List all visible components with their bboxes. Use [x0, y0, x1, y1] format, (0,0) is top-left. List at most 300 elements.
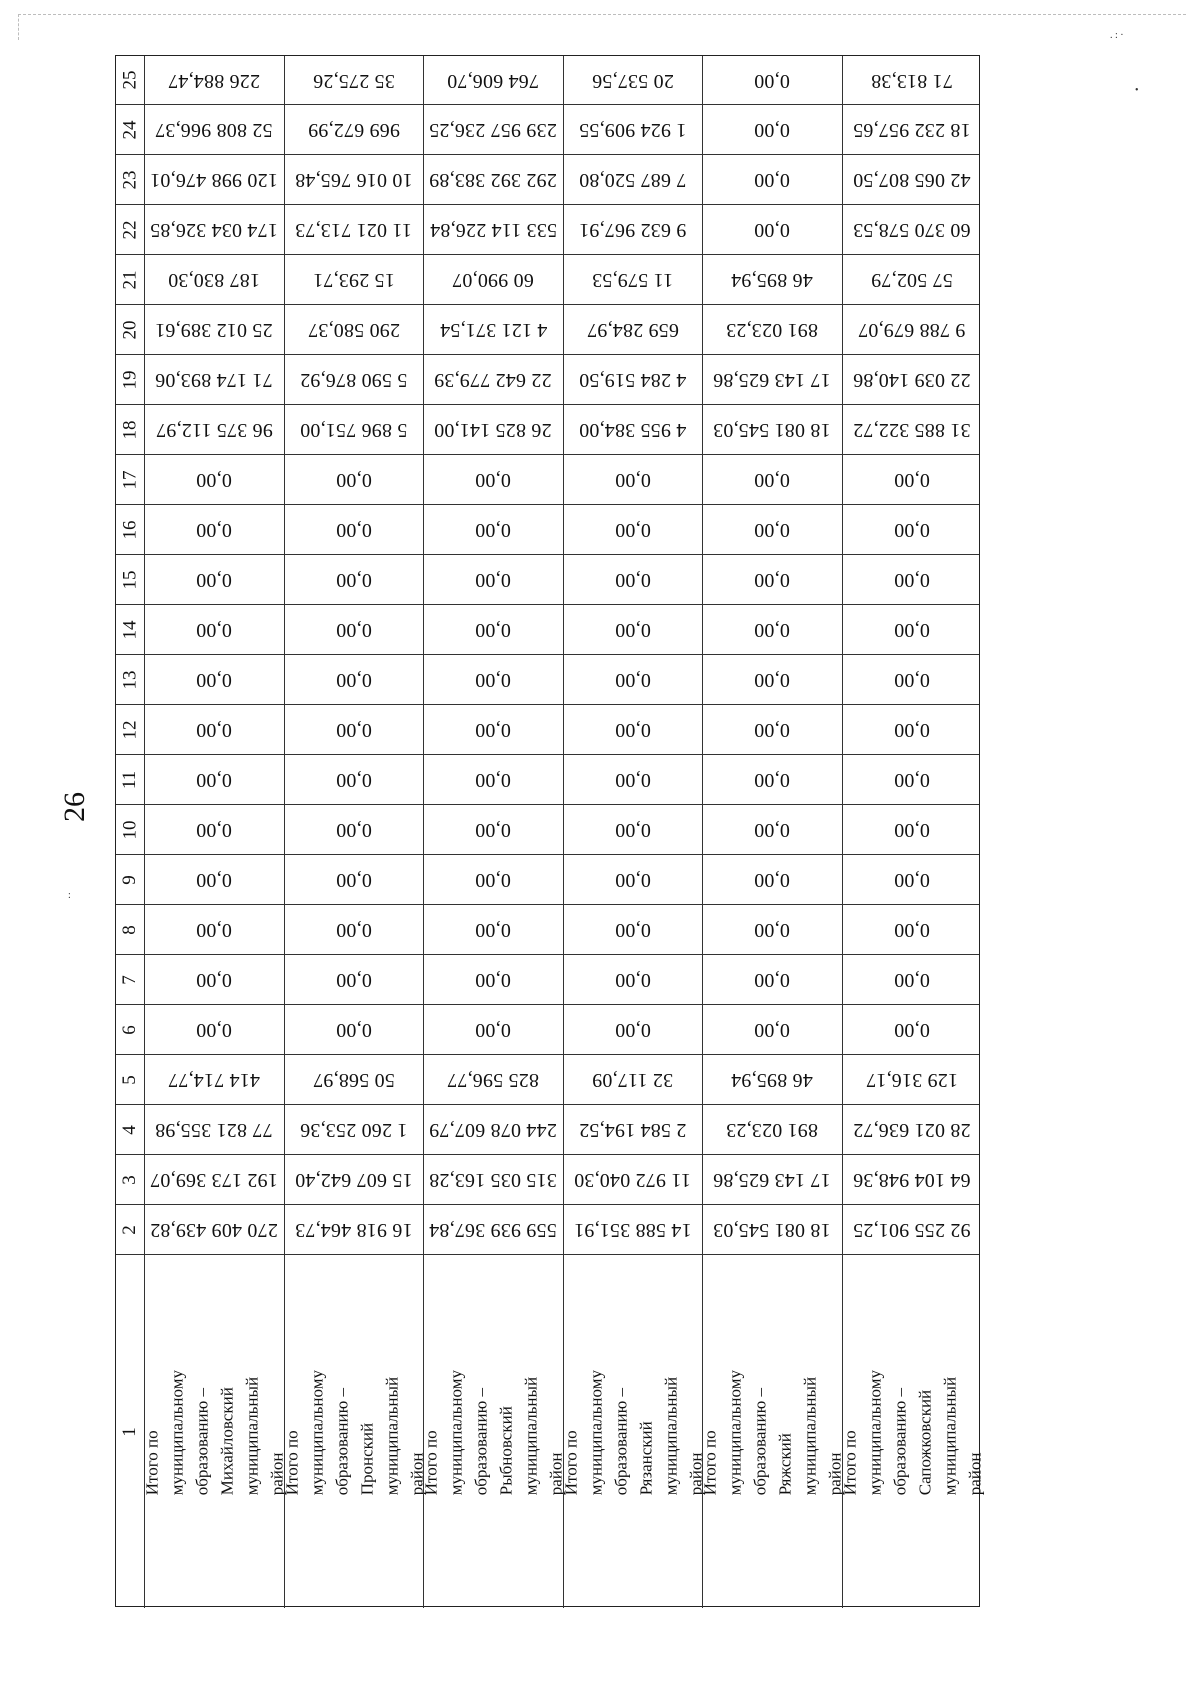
- value-cell: [144, 205, 284, 254]
- column-number-text: 22: [119, 220, 140, 239]
- cell-value: 0,00: [754, 919, 791, 941]
- value-cell: [563, 955, 703, 1004]
- row-label-cell: [421, 1255, 566, 1608]
- cell-value: 174 034 326,85: [150, 219, 279, 241]
- value-cell: [423, 605, 563, 654]
- value-cell: [423, 655, 563, 704]
- value-cell: [563, 205, 703, 254]
- value-cell: [563, 505, 703, 554]
- cell-value: 52 808 966,37: [155, 119, 274, 141]
- cell-value: 0,00: [196, 819, 233, 841]
- value-cell: [563, 705, 703, 754]
- cell-value: 0,00: [335, 719, 372, 741]
- row-label: Итого по муниципальному образованию – Пронский муниципальный район: [281, 1369, 426, 1495]
- column-number-text: 5: [119, 1074, 140, 1085]
- column-band: [116, 654, 979, 704]
- column-band: [116, 904, 979, 954]
- cell-value: 64 104 948,36: [852, 1169, 971, 1191]
- cell-value: 129 316,17: [865, 1069, 958, 1091]
- value-cell: [842, 305, 982, 354]
- cell-value: 0,00: [893, 719, 930, 741]
- cell-value: 0,00: [754, 669, 791, 691]
- value-cell: [702, 555, 842, 604]
- value-cell: [563, 355, 703, 404]
- column-number-text: 8: [119, 924, 140, 935]
- cell-value: 71 174 893,06: [155, 369, 274, 391]
- value-cell: [284, 555, 424, 604]
- value-cell: [842, 205, 982, 254]
- column-band: [116, 954, 979, 1004]
- cell-value: 18 232 957,65: [852, 119, 971, 141]
- cell-value: 22 642 779,39: [434, 369, 553, 391]
- column-band: [116, 1104, 979, 1154]
- value-cell: [423, 805, 563, 854]
- cell-value: 0,00: [614, 819, 651, 841]
- row-label: Итого по муниципальному образованию – Рязанский муниципальный район: [560, 1369, 705, 1495]
- cell-value: 0,00: [614, 619, 651, 641]
- column-number-text: 17: [119, 470, 140, 489]
- cell-value: 559 939 367,84: [429, 1219, 558, 1241]
- value-cell: [144, 955, 284, 1004]
- cell-value: 11 579,53: [592, 269, 674, 291]
- value-cell: [423, 505, 563, 554]
- value-cell: [423, 205, 563, 254]
- cell-value: 1 924 909,55: [579, 119, 687, 141]
- column-band: [116, 1204, 979, 1254]
- cell-value: 120 998 476,01: [150, 169, 279, 191]
- value-cell: [702, 56, 842, 104]
- value-cell: [144, 255, 284, 304]
- cell-value: 0,00: [475, 869, 512, 891]
- value-cell: [842, 405, 982, 454]
- column-number: [116, 405, 144, 454]
- value-cell: [423, 1005, 563, 1054]
- value-cell: [842, 1055, 982, 1104]
- cell-value: 0,00: [754, 619, 791, 641]
- cell-value: 0,00: [614, 669, 651, 691]
- value-cell: [144, 1105, 284, 1154]
- cell-value: 0,00: [893, 519, 930, 541]
- cell-value: 0,00: [196, 469, 233, 491]
- column-band: [116, 304, 979, 354]
- value-cell: [842, 155, 982, 204]
- cell-value: 292 392 383,89: [429, 169, 558, 191]
- column-number: [116, 1155, 144, 1204]
- cell-value: 192 173 369,07: [150, 1169, 279, 1191]
- value-cell: [144, 605, 284, 654]
- cell-value: 0,00: [335, 769, 372, 791]
- value-cell: [842, 655, 982, 704]
- value-cell: [144, 555, 284, 604]
- cell-value: 0,00: [335, 569, 372, 591]
- column-number: [116, 655, 144, 704]
- row-label-cell: [560, 1255, 705, 1608]
- row-label-cell: [839, 1255, 984, 1608]
- column-band: [116, 604, 979, 654]
- value-cell: [144, 155, 284, 204]
- column-band: [116, 404, 979, 454]
- value-cell: [423, 355, 563, 404]
- label-band: [116, 1254, 984, 1608]
- value-cell: [842, 805, 982, 854]
- value-cell: [563, 805, 703, 854]
- cell-value: 0,00: [754, 769, 791, 791]
- cell-value: 0,00: [754, 869, 791, 891]
- value-cell: [702, 405, 842, 454]
- cell-value: 0,00: [614, 769, 651, 791]
- value-cell: [284, 605, 424, 654]
- cell-value: 0,00: [475, 619, 512, 641]
- value-cell: [842, 905, 982, 954]
- column-number: [116, 305, 144, 354]
- column-band: [116, 1154, 979, 1204]
- cell-value: 0,00: [614, 569, 651, 591]
- cell-value: 0,00: [196, 669, 233, 691]
- cell-value: 10 016 765,48: [294, 169, 413, 191]
- column-number: [116, 56, 144, 104]
- value-cell: [284, 505, 424, 554]
- cell-value: 0,00: [335, 669, 372, 691]
- value-cell: [563, 1055, 703, 1104]
- value-cell: [842, 1005, 982, 1054]
- cell-value: 0,00: [475, 819, 512, 841]
- value-cell: [284, 755, 424, 804]
- value-cell: [144, 505, 284, 554]
- column-number: [116, 705, 144, 754]
- value-cell: [284, 155, 424, 204]
- value-cell: [702, 155, 842, 204]
- cell-value: 0,00: [893, 1019, 930, 1041]
- column-band: [116, 354, 979, 404]
- value-cell: [423, 455, 563, 504]
- value-cell: [563, 1205, 703, 1254]
- value-cell: [284, 355, 424, 404]
- column-number: [116, 255, 144, 304]
- value-cell: [842, 255, 982, 304]
- value-cell: [423, 255, 563, 304]
- value-cell: [144, 1155, 284, 1204]
- cell-value: 0,00: [754, 119, 791, 141]
- value-cell: [702, 655, 842, 704]
- value-cell: [702, 255, 842, 304]
- value-cell: [144, 405, 284, 454]
- value-cell: [284, 1155, 424, 1204]
- column-number-text: 25: [119, 70, 140, 90]
- cell-value: 0,00: [614, 869, 651, 891]
- cell-value: 533 114 226,84: [429, 219, 557, 241]
- column-band: [116, 704, 979, 754]
- column-number-text: 9: [119, 874, 140, 885]
- cell-value: 15 607 642,40: [294, 1169, 413, 1191]
- value-cell: [702, 1055, 842, 1104]
- column-number-text: 19: [119, 370, 140, 389]
- value-cell: [702, 605, 842, 654]
- cell-value: 0,00: [196, 619, 233, 641]
- cell-value: 0,00: [893, 919, 930, 941]
- cell-value: 0,00: [893, 669, 930, 691]
- cell-value: 5 590 876,92: [300, 369, 408, 391]
- value-cell: [284, 1005, 424, 1054]
- scan-speck: •: [1135, 85, 1139, 96]
- value-cell: [842, 505, 982, 554]
- value-cell: [702, 105, 842, 154]
- value-cell: [842, 555, 982, 604]
- cell-value: 0,00: [614, 469, 651, 491]
- column-number-text: 21: [119, 270, 140, 289]
- value-cell: [284, 405, 424, 454]
- row-label-cell: [281, 1255, 426, 1608]
- value-cell: [423, 955, 563, 1004]
- value-cell: [842, 1105, 982, 1154]
- column-number: [116, 755, 144, 804]
- value-cell: [842, 755, 982, 804]
- cell-value: 22 039 140,86: [852, 369, 971, 391]
- column-number-text: 20: [119, 320, 140, 339]
- value-cell: [702, 505, 842, 554]
- column-band: [116, 804, 979, 854]
- cell-value: 77 821 355,98: [155, 1119, 274, 1141]
- cell-value: 187 830,30: [168, 269, 261, 291]
- column-number-text: 13: [119, 670, 140, 689]
- value-cell: [563, 755, 703, 804]
- column-number: [116, 955, 144, 1004]
- row-label: Итого по муниципальному образованию – Рыбновский муниципальный район: [421, 1369, 566, 1495]
- cell-value: 290 580,37: [307, 319, 400, 341]
- value-cell: [144, 305, 284, 354]
- cell-value: 0,00: [614, 719, 651, 741]
- column-number: [116, 1205, 144, 1254]
- column-number-text: 1: [119, 1426, 140, 1437]
- value-cell: [284, 1055, 424, 1104]
- value-cell: [702, 1005, 842, 1054]
- cell-value: 4 284 519,50: [579, 369, 687, 391]
- value-cell: [284, 905, 424, 954]
- cell-value: 891 023,23: [726, 319, 819, 341]
- cell-value: 226 884,47: [168, 69, 261, 92]
- cell-value: 244 078 607,79: [429, 1119, 558, 1141]
- scan-edge-line: [18, 14, 1186, 17]
- value-cell: [563, 1105, 703, 1154]
- value-cell: [144, 1205, 284, 1254]
- value-cell: [702, 305, 842, 354]
- column-number: [116, 905, 144, 954]
- value-cell: [842, 855, 982, 904]
- value-cell: [423, 705, 563, 754]
- value-cell: [423, 905, 563, 954]
- value-cell: [702, 955, 842, 1004]
- value-cell: [842, 1155, 982, 1204]
- column-number-text: 15: [119, 570, 140, 589]
- column-number: [116, 505, 144, 554]
- value-cell: [144, 755, 284, 804]
- value-cell: [842, 955, 982, 1004]
- cell-value: 60 990,07: [452, 269, 535, 291]
- cell-value: 11 021 713,73: [295, 219, 413, 241]
- scan-edge-line-left: [18, 14, 20, 40]
- cell-value: 0,00: [754, 219, 791, 241]
- scan-speck: . : ·: [1110, 30, 1124, 41]
- value-cell: [144, 1055, 284, 1104]
- value-cell: [284, 105, 424, 154]
- cell-value: 35 275,26: [312, 69, 395, 92]
- value-cell: [144, 56, 284, 104]
- value-cell: [702, 905, 842, 954]
- value-cell: [563, 655, 703, 704]
- cell-value: 0,00: [614, 969, 651, 991]
- column-band: [116, 854, 979, 904]
- cell-value: 0,00: [475, 919, 512, 941]
- cell-value: 42 065 807,50: [852, 169, 971, 191]
- value-cell: [423, 755, 563, 804]
- cell-value: 0,00: [893, 869, 930, 891]
- cell-value: 0,00: [475, 969, 512, 991]
- value-cell: [144, 1005, 284, 1054]
- cell-value: 16 918 464,73: [294, 1219, 413, 1241]
- cell-value: 50 568,97: [312, 1069, 395, 1091]
- cell-value: 5 896 751,00: [300, 419, 408, 441]
- value-cell: [842, 605, 982, 654]
- cell-value: 17 143 625,86: [713, 1169, 832, 1191]
- column-band: [116, 1004, 979, 1054]
- cell-value: 0,00: [196, 969, 233, 991]
- cell-value: 0,00: [893, 619, 930, 641]
- value-cell: [702, 1205, 842, 1254]
- value-cell: [284, 455, 424, 504]
- value-cell: [702, 805, 842, 854]
- cell-value: 0,00: [754, 819, 791, 841]
- value-cell: [284, 205, 424, 254]
- cell-value: 0,00: [196, 869, 233, 891]
- cell-value: 825 596,77: [447, 1069, 540, 1091]
- value-cell: [423, 305, 563, 354]
- cell-value: 0,00: [196, 919, 233, 941]
- cell-value: 0,00: [335, 619, 372, 641]
- column-number-text: 10: [119, 820, 140, 839]
- cell-value: 4 121 371,54: [439, 319, 547, 341]
- value-cell: [702, 1155, 842, 1204]
- value-cell: [563, 855, 703, 904]
- row-label: Итого по муниципальному образованию – Михайловский муниципальный район: [142, 1369, 287, 1495]
- cell-value: 0,00: [893, 469, 930, 491]
- value-cell: [842, 455, 982, 504]
- column-band: [116, 56, 979, 104]
- cell-value: 2 584 194,52: [579, 1119, 687, 1141]
- cell-value: 0,00: [754, 519, 791, 541]
- value-cell: [284, 855, 424, 904]
- column-number-text: 11: [118, 770, 140, 789]
- cell-value: 414 714,77: [168, 1069, 261, 1091]
- cell-value: 0,00: [475, 669, 512, 691]
- cell-value: 0,00: [196, 519, 233, 541]
- value-cell: [563, 255, 703, 304]
- cell-value: 0,00: [475, 1019, 512, 1041]
- column-number-text: 23: [119, 170, 140, 189]
- cell-value: 25 012 389,61: [155, 319, 274, 341]
- value-cell: [702, 1105, 842, 1154]
- column-number: [116, 805, 144, 854]
- cell-value: 14 588 351,91: [573, 1219, 692, 1241]
- column-number: [116, 155, 144, 204]
- cell-value: 0,00: [754, 569, 791, 591]
- cell-value: 57 502,79: [870, 269, 953, 291]
- value-cell: [563, 605, 703, 654]
- cell-value: 60 370 578,53: [852, 219, 971, 241]
- cell-value: 0,00: [893, 969, 930, 991]
- cell-value: 46 895,94: [731, 269, 814, 291]
- value-cell: [144, 355, 284, 404]
- value-cell: [284, 655, 424, 704]
- column-band: [116, 204, 979, 254]
- cell-value: 28 021 636,72: [852, 1119, 971, 1141]
- value-cell: [702, 855, 842, 904]
- cell-value: 0,00: [335, 969, 372, 991]
- row-label: Итого по муниципальному образованию – Ряжский муниципальный район: [700, 1369, 845, 1495]
- cell-value: 0,00: [335, 819, 372, 841]
- row-label: Итого по муниципальному образованию – Сапожковский муниципальный район: [839, 1369, 984, 1495]
- value-cell: [702, 205, 842, 254]
- cell-value: 0,00: [335, 469, 372, 491]
- value-cell: [423, 405, 563, 454]
- column-band: [116, 554, 979, 604]
- value-cell: [144, 855, 284, 904]
- cell-value: 315 035 163,28: [429, 1169, 558, 1191]
- value-cell: [563, 305, 703, 354]
- value-cell: [842, 355, 982, 404]
- value-cell: [563, 905, 703, 954]
- data-table: [115, 55, 984, 1607]
- value-cell: [423, 105, 563, 154]
- column-band: [116, 254, 979, 304]
- column-number-text: 24: [119, 120, 140, 139]
- value-cell: [842, 105, 982, 154]
- cell-value: 0,00: [196, 769, 233, 791]
- value-cell: [702, 455, 842, 504]
- cell-value: 15 293,71: [312, 269, 395, 291]
- column-band: [116, 154, 979, 204]
- cell-value: 32 117,09: [592, 1069, 674, 1091]
- cell-value: 0,00: [335, 869, 372, 891]
- cell-value: 9 788 679,07: [858, 319, 966, 341]
- value-cell: [563, 155, 703, 204]
- value-cell: [423, 855, 563, 904]
- value-cell: [284, 1105, 424, 1154]
- cell-value: 0,00: [754, 969, 791, 991]
- cell-value: 0,00: [614, 1019, 651, 1041]
- cell-value: 0,00: [754, 719, 791, 741]
- value-cell: [563, 555, 703, 604]
- cell-value: 11 972 040,30: [574, 1169, 692, 1191]
- column-number: [116, 605, 144, 654]
- page-number: 26: [58, 792, 91, 822]
- column-number: [116, 1105, 144, 1154]
- row-label-cell: [142, 1255, 287, 1608]
- cell-value: 0,00: [893, 769, 930, 791]
- column-number: [116, 555, 144, 604]
- value-cell: [563, 1155, 703, 1204]
- column-number: [116, 855, 144, 904]
- column-band: [116, 454, 979, 504]
- column-number-text: 2: [119, 1224, 140, 1235]
- cell-value: 7 687 520,80: [579, 169, 687, 191]
- value-cell: [842, 56, 982, 104]
- value-cell: [144, 805, 284, 854]
- cell-value: 0,00: [475, 469, 512, 491]
- column-band: [116, 104, 979, 154]
- column-band: [116, 504, 979, 554]
- cell-value: 96 375 112,97: [155, 419, 273, 441]
- column-number: [116, 455, 144, 504]
- row-label-cell: [700, 1255, 845, 1608]
